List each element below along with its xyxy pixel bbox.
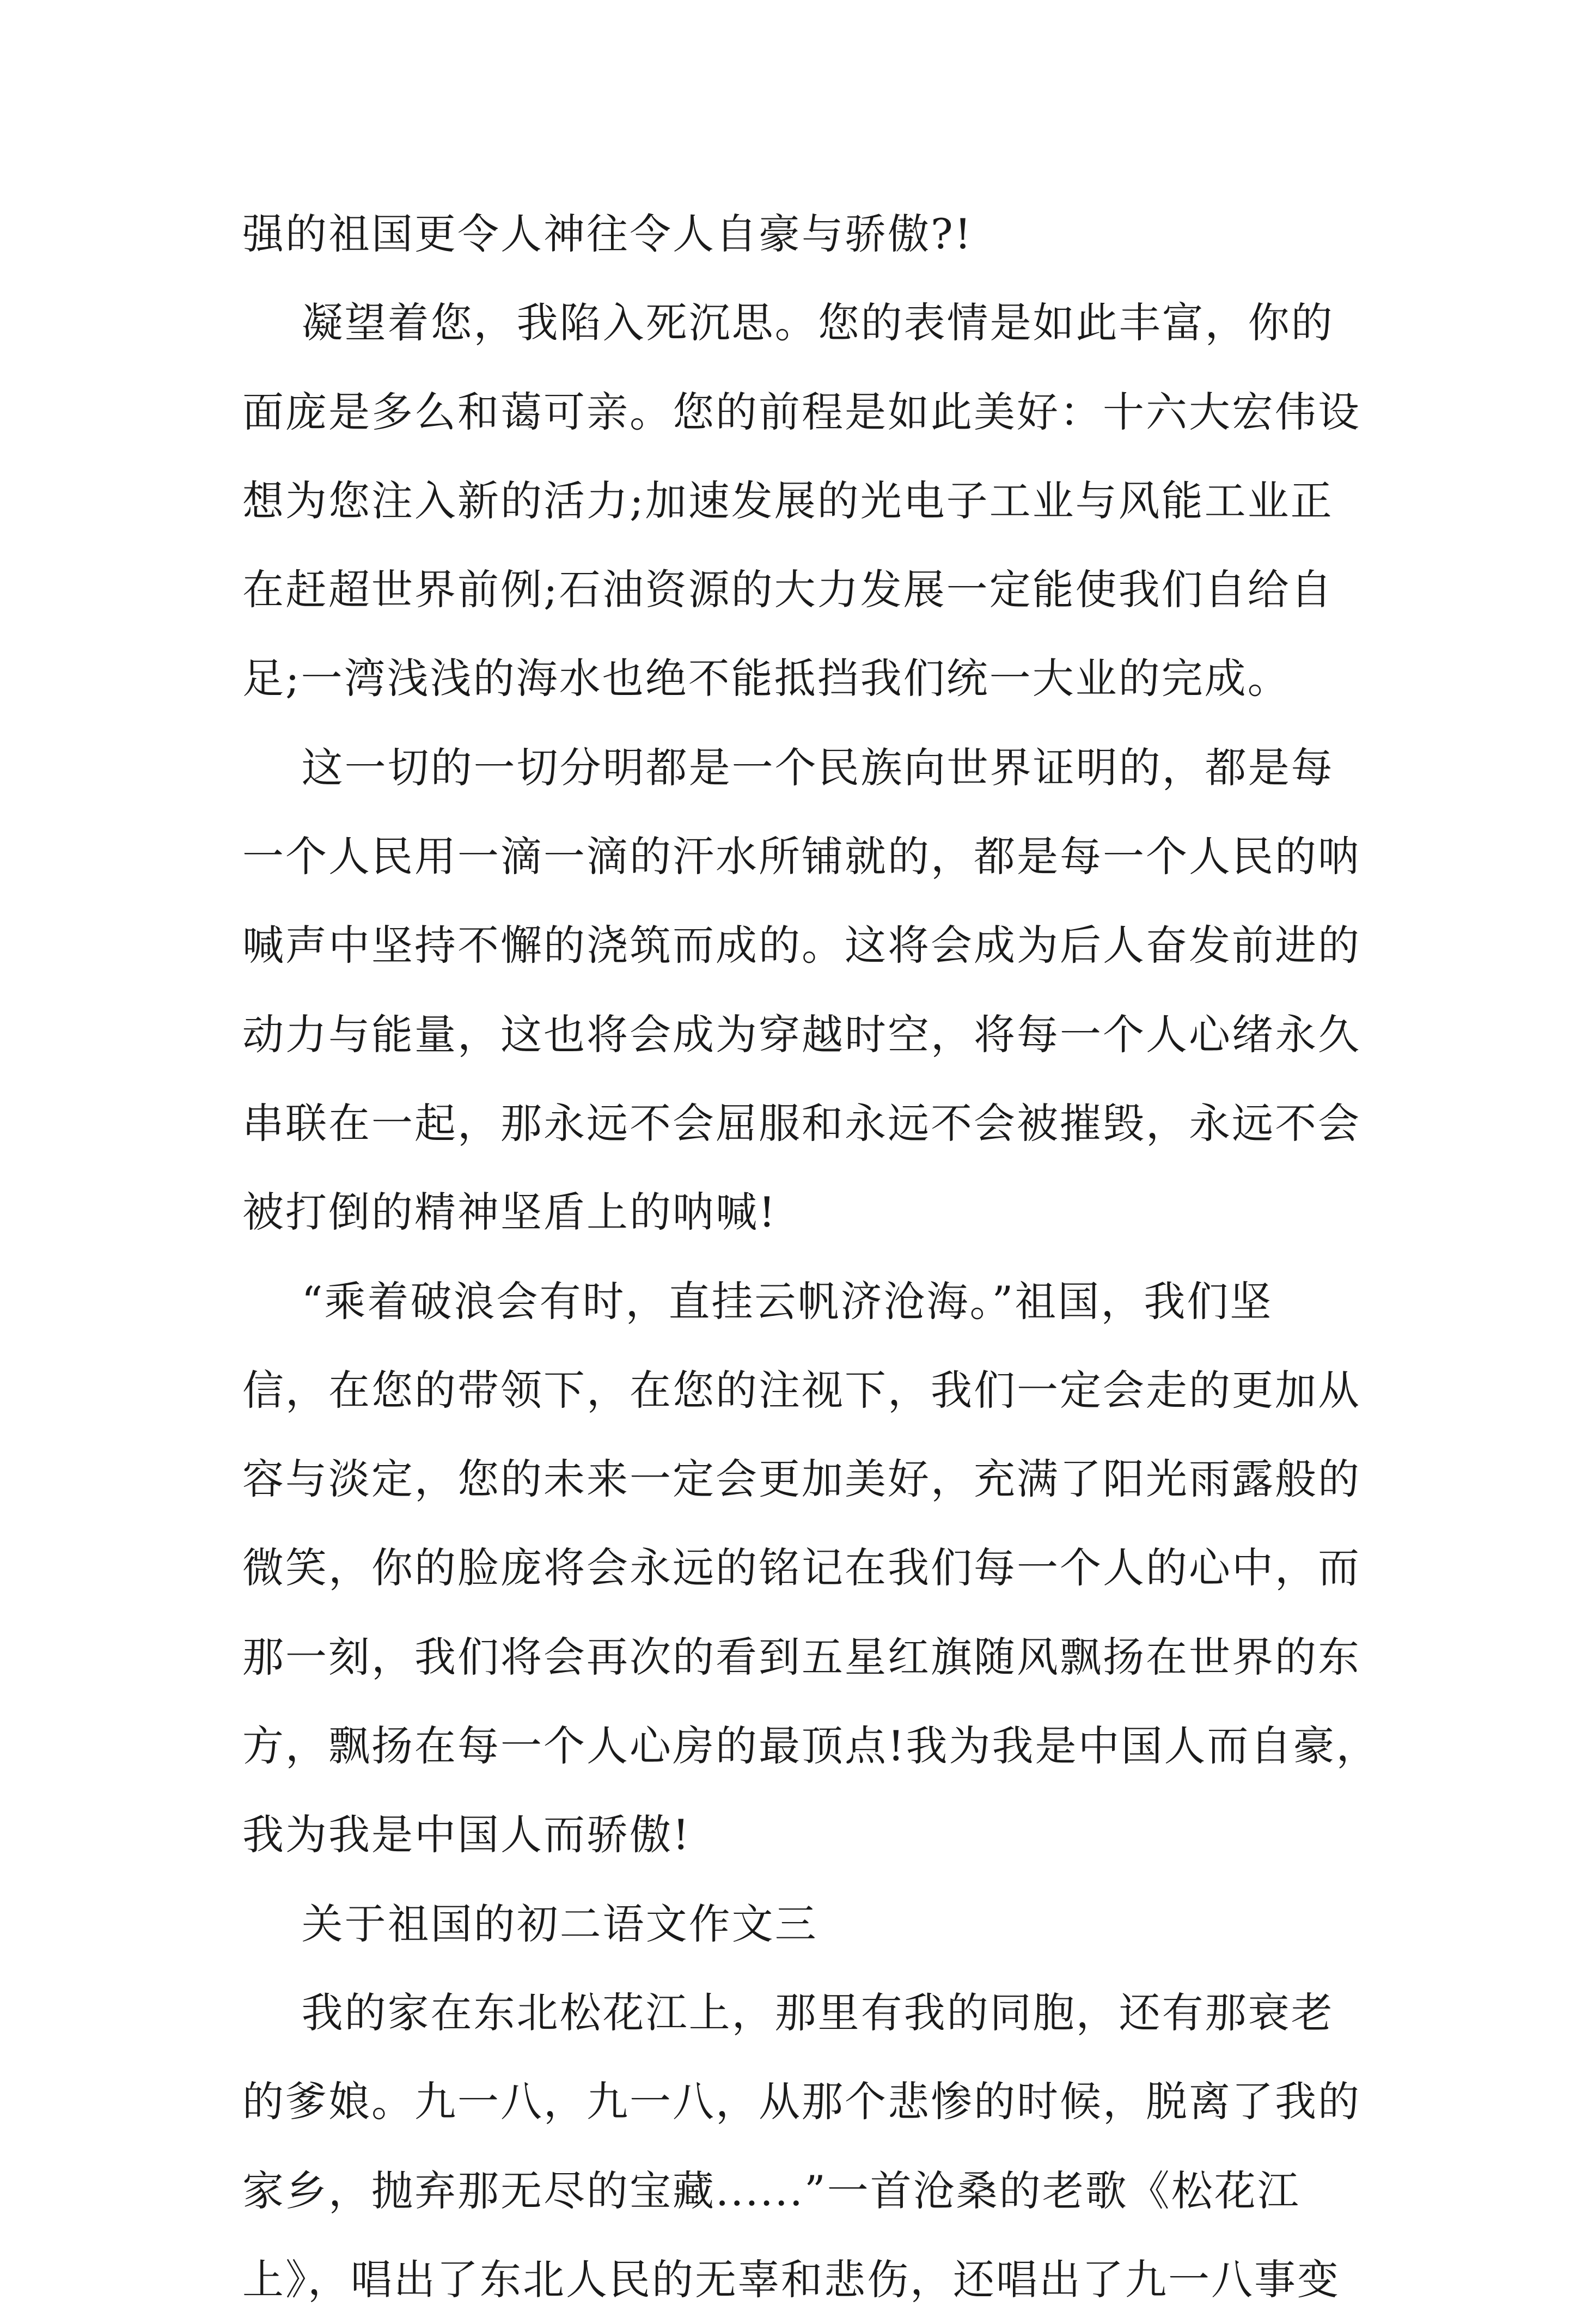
text-line: 方，飘扬在每一个人心房的最顶点!我为我是中国人而自豪， — [242, 1722, 1379, 1771]
text-line: 的爹娘。九一八，九一八，从那个悲惨的时候，脱离了我的 — [242, 2077, 1361, 2126]
text-line: 被打倒的精神坚盾上的呐喊! — [242, 1188, 777, 1237]
text-line: 喊声中坚持不懈的浇筑而成的。这将会成为后人奋发前进的 — [242, 921, 1361, 970]
text-line: 足;一湾浅浅的海水也绝不能抵挡我们统一大业的完成。 — [242, 654, 1291, 703]
text-line: 在赶超世界前例;石油资源的大力发展一定能使我们自给自 — [242, 565, 1334, 614]
section-heading: 关于祖国的初二语文作文三 — [242, 1899, 818, 1948]
text-line: 那一刻，我们将会再次的看到五星红旗随风飘扬在世界的东 — [242, 1632, 1361, 1681]
text-line: 动力与能量，这也将会成为穿越时空，将每一个人心绪永久 — [242, 1010, 1361, 1059]
text-line: “乘着破浪会有时，直挂云帆济沧海。”祖国，我们坚 — [242, 1277, 1273, 1326]
text-line: 我为我是中国人而骄傲! — [242, 1810, 691, 1859]
text-line: 上》，唱出了东北人民的无辜和悲伤，还唱出了九一八事变 — [242, 2255, 1340, 2304]
text-line: 我的家在东北松花江上，那里有我的同胞，还有那衰老 — [242, 1988, 1334, 2037]
text-line: 强的祖国更令人神往令人自豪与骄傲?! — [242, 210, 973, 258]
text-line: 容与淡定，您的未来一定会更加美好，充满了阳光雨露般的 — [242, 1455, 1361, 1504]
text-line: 家乡，抛弃那无尽的宝藏......”一首沧桑的老歌《松花江 — [242, 2166, 1300, 2215]
text-line: 这一切的一切分明都是一个民族向世界证明的，都是每 — [242, 743, 1334, 792]
text-line: 信，在您的带领下，在您的注视下，我们一定会走的更加从 — [242, 1365, 1361, 1414]
text-line: 一个人民用一滴一滴的汗水所铺就的，都是每一个人民的呐 — [242, 832, 1361, 881]
text-line: 面庞是多么和蔼可亲。您的前程是如此美好：十六大宏伟设 — [242, 387, 1361, 436]
text-line: 微笑，你的脸庞将会永远的铭记在我们每一个人的心中，而 — [242, 1544, 1361, 1593]
body-text — [242, 190, 1379, 2324]
text-line: 想为您注入新的活力;加速发展的光电子工业与风能工业正 — [242, 476, 1334, 525]
text-line: 凝望着您，我陷入死沉思。您的表情是如此丰富，你的 — [242, 298, 1334, 347]
text-line: 串联在一起，那永远不会屈服和永远不会被摧毁，永远不会 — [242, 1099, 1361, 1148]
